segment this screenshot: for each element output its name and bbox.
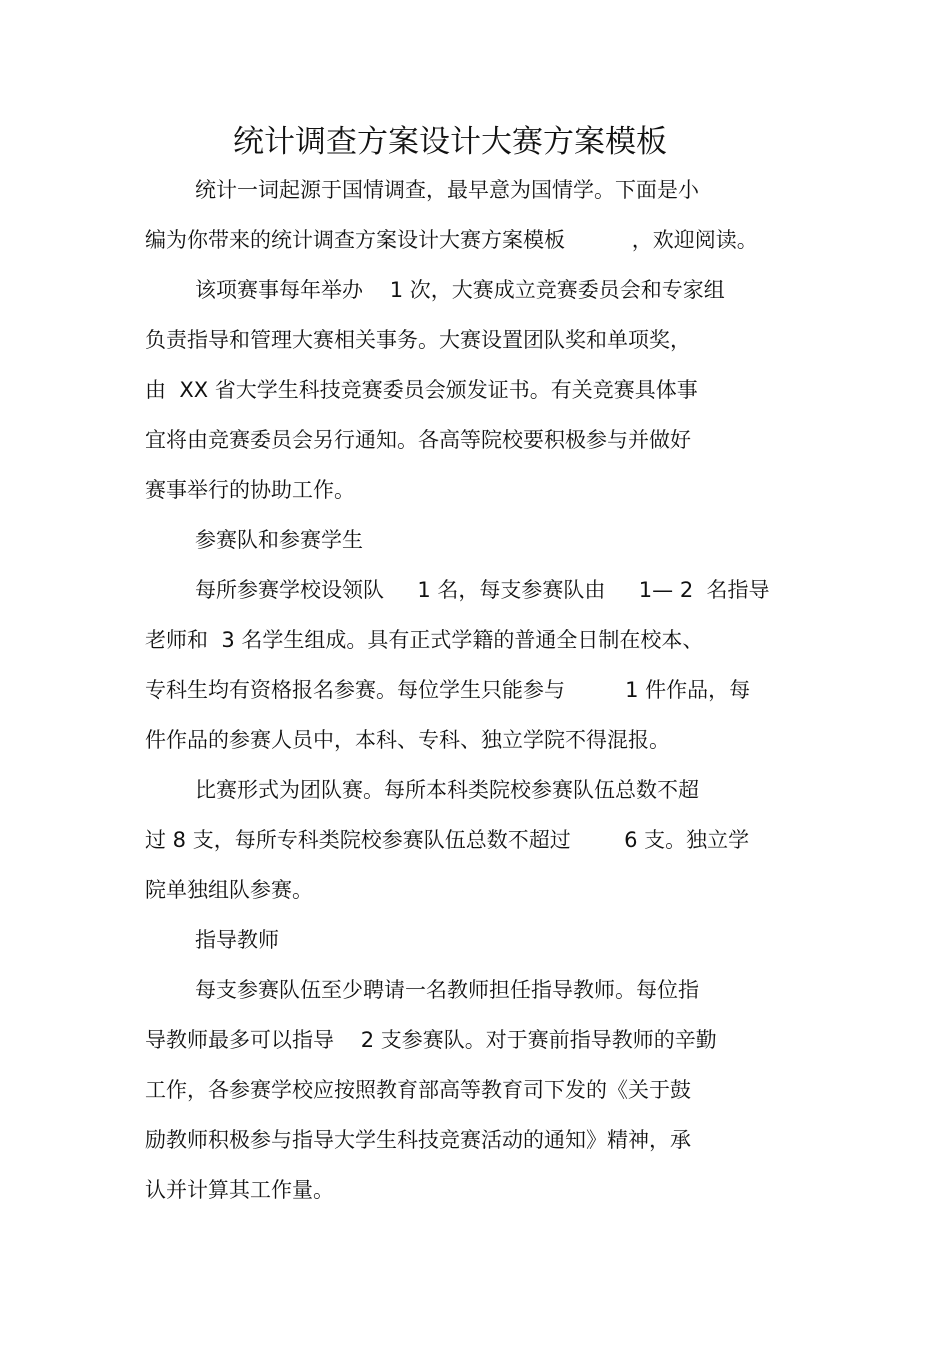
paragraph-line: 励教师积极参与指导大学生科技竞赛活动的通知》精神，承 xyxy=(145,1128,691,1152)
paragraph-line: 每支参赛队伍至少聘请一名教师担任指导教师。每位指 xyxy=(195,978,699,1002)
section-heading: 参赛队和参赛学生 xyxy=(195,528,363,552)
paragraph-line: 过 8 支，每所专科类院校参赛队伍总数不超过 6 支。独立学 xyxy=(145,828,750,852)
paragraph-line: 赛事举行的协助工作。 xyxy=(145,478,355,502)
paragraph-line: 比赛形式为团队赛。每所本科类院校参赛队伍总数不超 xyxy=(195,778,699,802)
paragraph-line: 院单独组队参赛。 xyxy=(145,878,313,902)
paragraph-line: 该项赛事每年举办 1 次，大赛成立竞赛委员会和专家组 xyxy=(195,278,725,302)
paragraph-line: 工作，各参赛学校应按照教育部高等教育司下发的《关于鼓 xyxy=(145,1078,691,1102)
section-heading: 指导教师 xyxy=(195,928,279,952)
paragraph-line: 编为你带来的统计调查方案设计大赛方案模板 ，欢迎阅读。 xyxy=(145,228,758,252)
paragraph-line: 导教师最多可以指导 2 支参赛队。对于赛前指导教师的辛勤 xyxy=(145,1028,717,1052)
paragraph-line: 负责指导和管理大赛相关事务。大赛设置团队奖和单项奖， xyxy=(145,328,691,352)
paragraph-line: 由 XX 省大学生科技竞赛委员会颁发证书。有关竞赛具体事 xyxy=(145,378,698,402)
paragraph-line: 每所参赛学校设领队 1 名，每支参赛队由 1— 2 名指导 xyxy=(195,578,770,602)
paragraph-line: 统计一词起源于国情调查，最早意为国情学。下面是小 xyxy=(195,178,699,202)
paragraph-line: 认并计算其工作量。 xyxy=(145,1178,334,1202)
paragraph-line: 专科生均有资格报名参赛。每位学生只能参与 1 件作品，每 xyxy=(145,678,751,702)
paragraph-line: 宜将由竞赛委员会另行通知。各高等院校要积极参与并做好 xyxy=(145,428,691,452)
paragraph-line: 老师和 3 名学生组成。具有正式学籍的普通全日制在校本、 xyxy=(145,628,704,652)
document-title: 统计调查方案设计大赛方案模板 xyxy=(233,124,667,160)
paragraph-line: 件作品的参赛人员中，本科、专科、独立学院不得混报。 xyxy=(145,728,670,752)
